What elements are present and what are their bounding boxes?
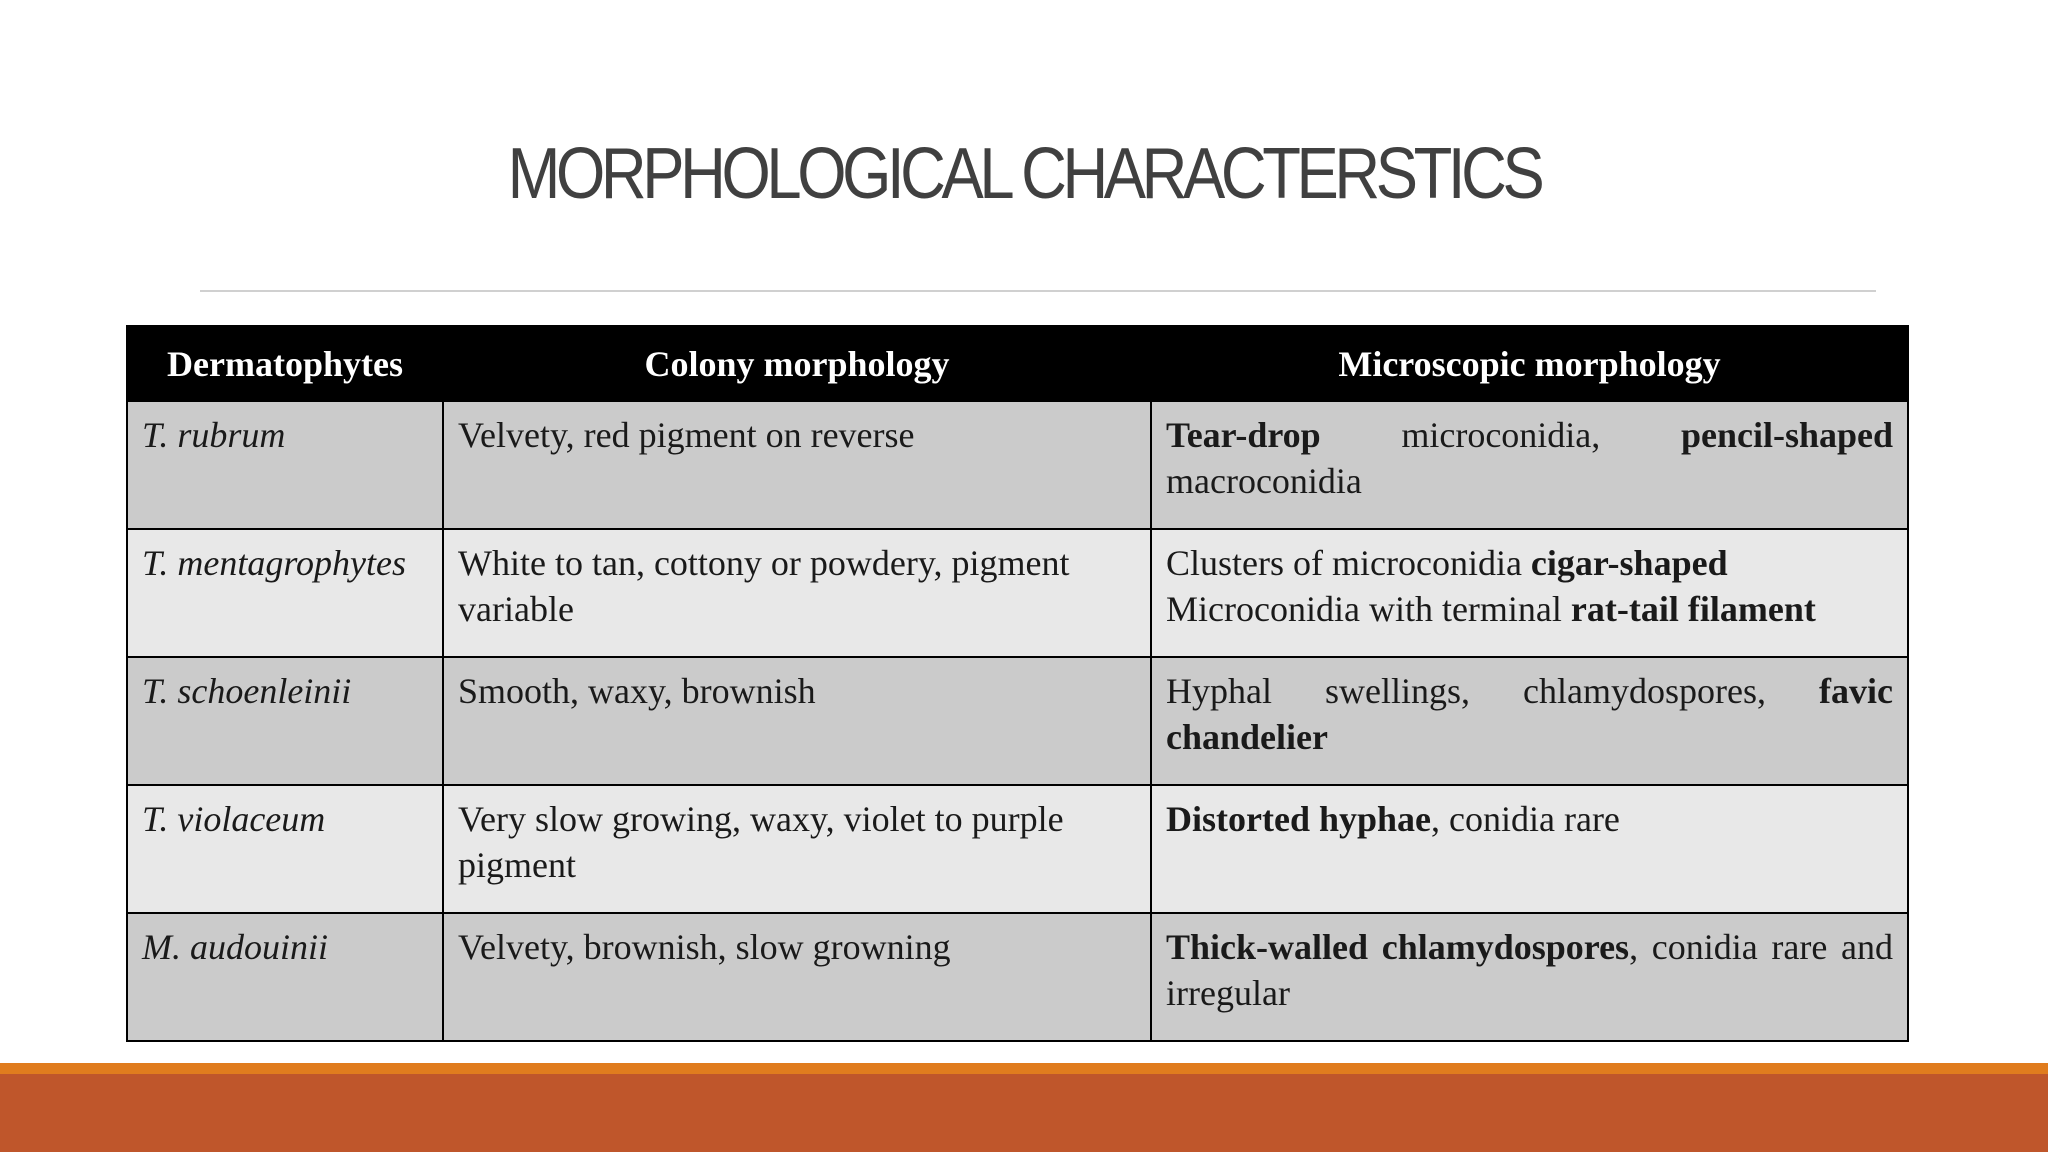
microscopic-cell (1151, 401, 1908, 529)
species-cell: T. schoenleinii (127, 657, 443, 785)
bold-term: rat-tail filament (1570, 589, 1816, 629)
bold-term: favic chandelier (1166, 671, 1893, 757)
bold-term: Tear-drop (1166, 415, 1321, 455)
table-row (127, 529, 1908, 657)
header-colony-morphology: Colony morphology (443, 326, 1151, 401)
colony-cell: Velvety, red pigment on reverse (443, 401, 1151, 529)
header-microscopic-morphology: Microscopic morphology (1151, 326, 1908, 401)
footer-accent-stripe (0, 1063, 2048, 1074)
colony-cell: White to tan, cottony or powdery, pigment variable (443, 529, 1151, 657)
footer-band (0, 1074, 2048, 1152)
table-row (127, 785, 1908, 913)
header-dermatophytes: Dermatophytes (127, 326, 443, 401)
bold-term: pencil-shaped (1680, 415, 1893, 455)
table-row (127, 657, 1908, 785)
bold-term: Distorted hyphae (1166, 799, 1432, 839)
colony-cell: Very slow growing, waxy, violet to purple pigment (443, 785, 1151, 913)
species-cell: T. mentagrophytes (127, 529, 443, 657)
text-run: macroconidia (1166, 461, 1362, 501)
colony-cell: Smooth, waxy, brownish (443, 657, 1151, 785)
table-row (127, 401, 1908, 529)
text-run: Microconidia with terminal (1166, 589, 1571, 629)
table-header-row (127, 326, 1908, 401)
microscopic-cell (1151, 657, 1908, 785)
microscopic-cell (1151, 913, 1908, 1041)
text-run: Clusters of microconidia (1166, 543, 1531, 583)
bold-term: cigar-shaped (1530, 543, 1728, 583)
morphology-table (126, 325, 1909, 1042)
slide-title: MORPHOLOGICAL CHARACTERSTICS (507, 134, 1541, 214)
species-cell: T. violaceum (127, 785, 443, 913)
bold-term: Thick-walled chlamydospores (1166, 927, 1630, 967)
text-run: microconidia, (1320, 415, 1681, 455)
text-run: , conidia rare (1431, 799, 1620, 839)
species-cell: T. rubrum (127, 401, 443, 529)
table-row (127, 913, 1908, 1041)
title-divider (200, 290, 1876, 292)
microscopic-cell (1151, 529, 1908, 657)
text-run: Hyphal swellings, chlamydospores, (1166, 671, 1820, 711)
text-run: , conidia rare and irregular (1166, 927, 1894, 1013)
species-cell: M. audouinii (127, 913, 443, 1041)
colony-cell: Velvety, brownish, slow growning (443, 913, 1151, 1041)
microscopic-cell (1151, 785, 1908, 913)
